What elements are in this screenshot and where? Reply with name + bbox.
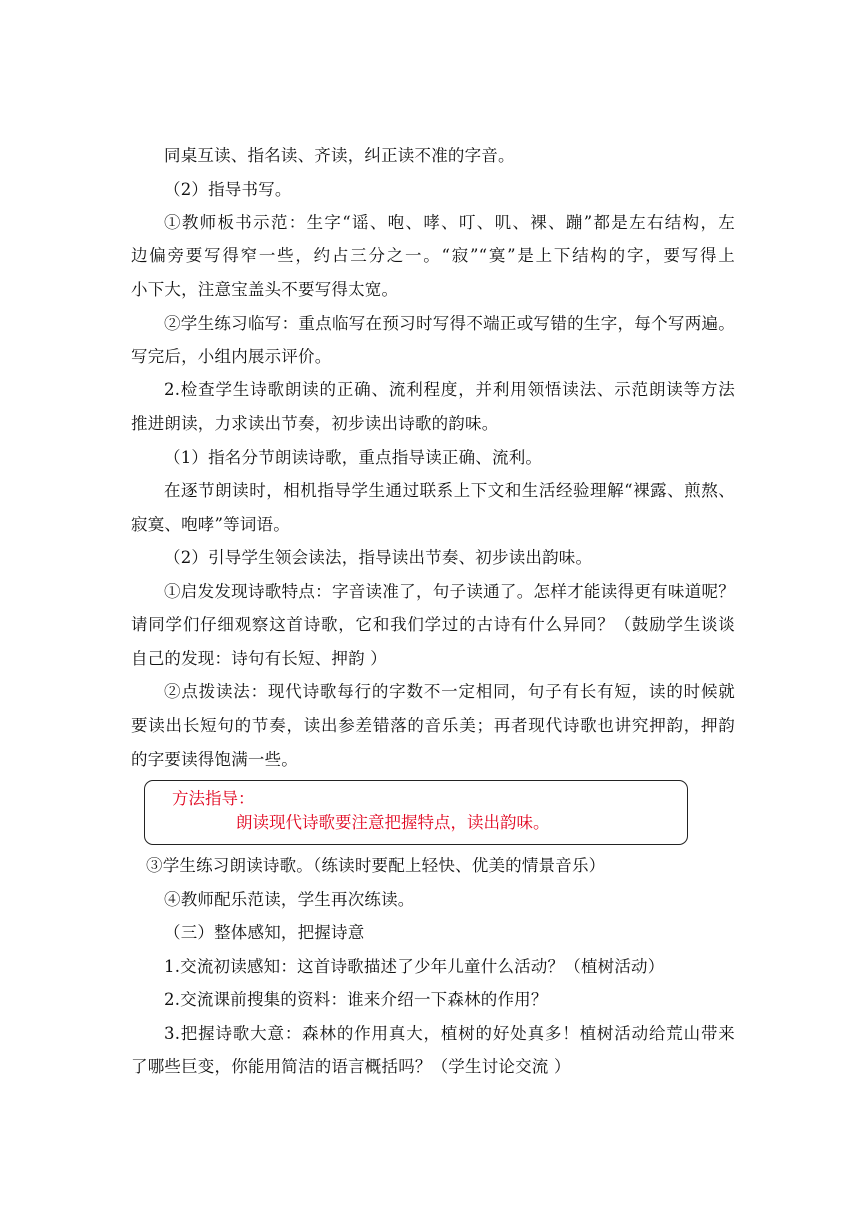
text-line: 推进朗读，力求读出节奏，初步读出诗歌的韵味。	[131, 414, 499, 433]
text-line: 小下大，注意宝盖头不要写得太宽。	[131, 280, 399, 299]
text-line: ②学生练习临写：重点临写在预习时写得不端正或写错的生字，每个写两遍。	[164, 314, 735, 333]
text-line: 2.检查学生诗歌朗读的正确、流利程度，并利用领悟读法、示范朗读等方法	[164, 380, 735, 399]
text-line: 要读出长短句的节奏，读出参差错落的音乐美；再者现代诗歌也讲究押韵，押韵	[131, 716, 735, 735]
text-line: 3.把握诗歌大意：森林的作用真大，植树的好处真多！植树活动给荒山带来	[164, 1024, 735, 1043]
text-line: （1）指名分节朗读诗歌，重点指导读正确、流利。	[164, 448, 543, 467]
text-line: 了哪些巨变，你能用简洁的语言概括吗？（学生讨论交流 ）	[131, 1057, 571, 1076]
text-line: （2）引导学生领会读法，指导读出节奏、初步读出韵味。	[164, 548, 593, 567]
text-line: 自己的发现：诗句有长短、押韵 ）	[131, 649, 387, 668]
section-heading: （三）整体感知，把握诗意	[164, 923, 365, 942]
text-line: ①教师板书示范：生字“谣、咆、哮、叮、叽、裸、蹦”都是左右结构，左	[164, 213, 735, 232]
text-line: 在逐节朗读时，相机指导学生通过联系上下文和生活经验理解“裸露、煎熬、	[164, 481, 735, 500]
text-line: 请同学们仔细观察这首诗歌，它和我们学过的古诗有什么异同？（鼓励学生谈谈	[131, 615, 735, 634]
method-guide-title: 方法指导：	[172, 789, 255, 808]
text-line: ②点拨读法：现代诗歌每行的字数不一定相同，句子有长有短，读的时候就	[164, 682, 735, 701]
text-line: ④教师配乐范读，学生再次练读。	[164, 890, 415, 909]
text-line: ③学生练习朗读诗歌。（练读时要配上轻快、优美的情景音乐）	[146, 856, 606, 875]
text-line: 2.交流课前搜集的资料：谁来介绍一下森林的作用？	[164, 990, 548, 1009]
method-guide-text: 朗读现代诗歌要注意把握特点，读出韵味。	[236, 813, 550, 832]
text-line: 写完后，小组内展示评价。	[131, 347, 332, 366]
text-line: 同桌互读、指名读、齐读，纠正读不准的字音。	[164, 146, 515, 165]
text-line: 寂寞、咆哮”等词语。	[131, 515, 290, 534]
text-line: 边偏旁要写得窄一些，约占三分之一。“寂”“寞”是上下结构的字，要写得上	[131, 246, 735, 265]
text-line: （2）指导书写。	[164, 180, 292, 199]
text-line: 1.交流初读感知：这首诗歌描述了少年儿童什么活动？（植树活动）	[164, 957, 665, 976]
text-line: 的字要读得饱满一些。	[131, 750, 298, 769]
text-line: ①启发发现诗歌特点：字音读准了，句子读通了。怎样才能读得更有味道呢？	[164, 582, 735, 601]
